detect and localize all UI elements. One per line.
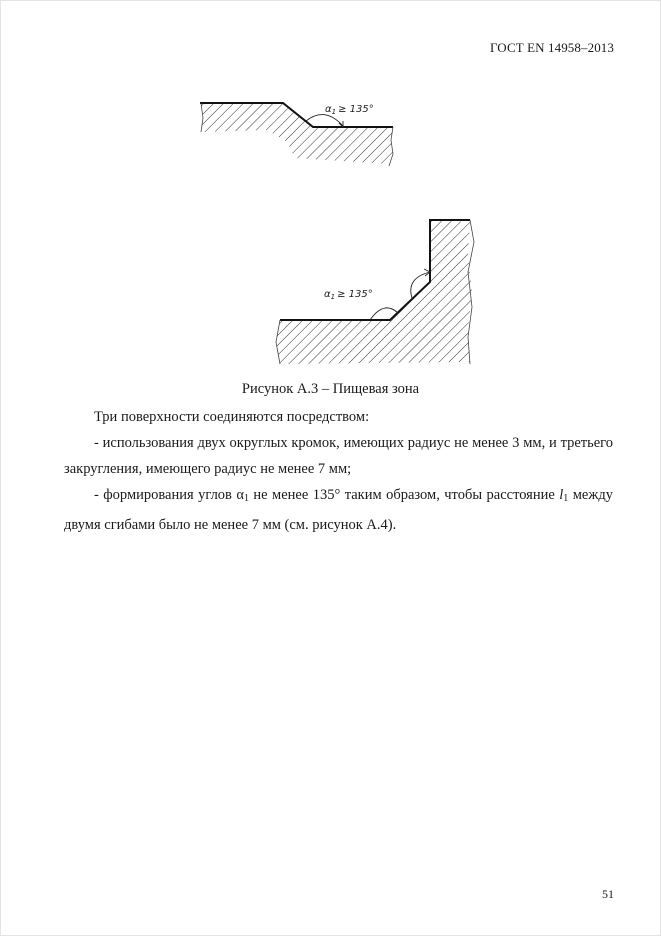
item-2-text-part-1: - формирования углов [94,487,237,503]
item-2-text-part-2: не менее 135° таким образом, чтобы расстояние [248,487,560,503]
item-2-distance-variable: l [559,487,564,503]
item-2-angle-symbol: α [236,487,244,503]
page-number: 51 [602,887,614,901]
figure-top-profile [195,92,410,174]
top-profile-angle-arc [306,115,343,126]
document-header: ГОСТ EN 14958–2013 [490,40,614,55]
bottom-angle-label: $\alpha_1 \ge 135^\circ$ [324,289,373,301]
top-angle-label: $\alpha_1 \ge 135^\circ$ [325,104,374,116]
figure-caption: Рисунок А.3 – Пищевая зона [241,381,420,397]
item-2-angle-subscript: 1 [243,493,249,504]
figure-bottom-corner-profile [272,212,482,372]
paragraph-item-2 [64,482,613,538]
corner-profile-hatched-body [276,220,472,364]
paragraph-item-1: - использования двух округлых кромок, имеющих радиус не менее 3 мм, и третьего закругления, имеющего радиус не менее 7 мм; [64,435,613,477]
item-2-distance-subscript: 1 [563,493,569,504]
body-text [64,404,613,538]
paragraph-intro: Три поверхности соединяются посредством: [94,409,370,425]
item-2-text-part-3: между двумя сгибами было не менее 7 мм (см. рисунок А.4). [64,487,613,533]
